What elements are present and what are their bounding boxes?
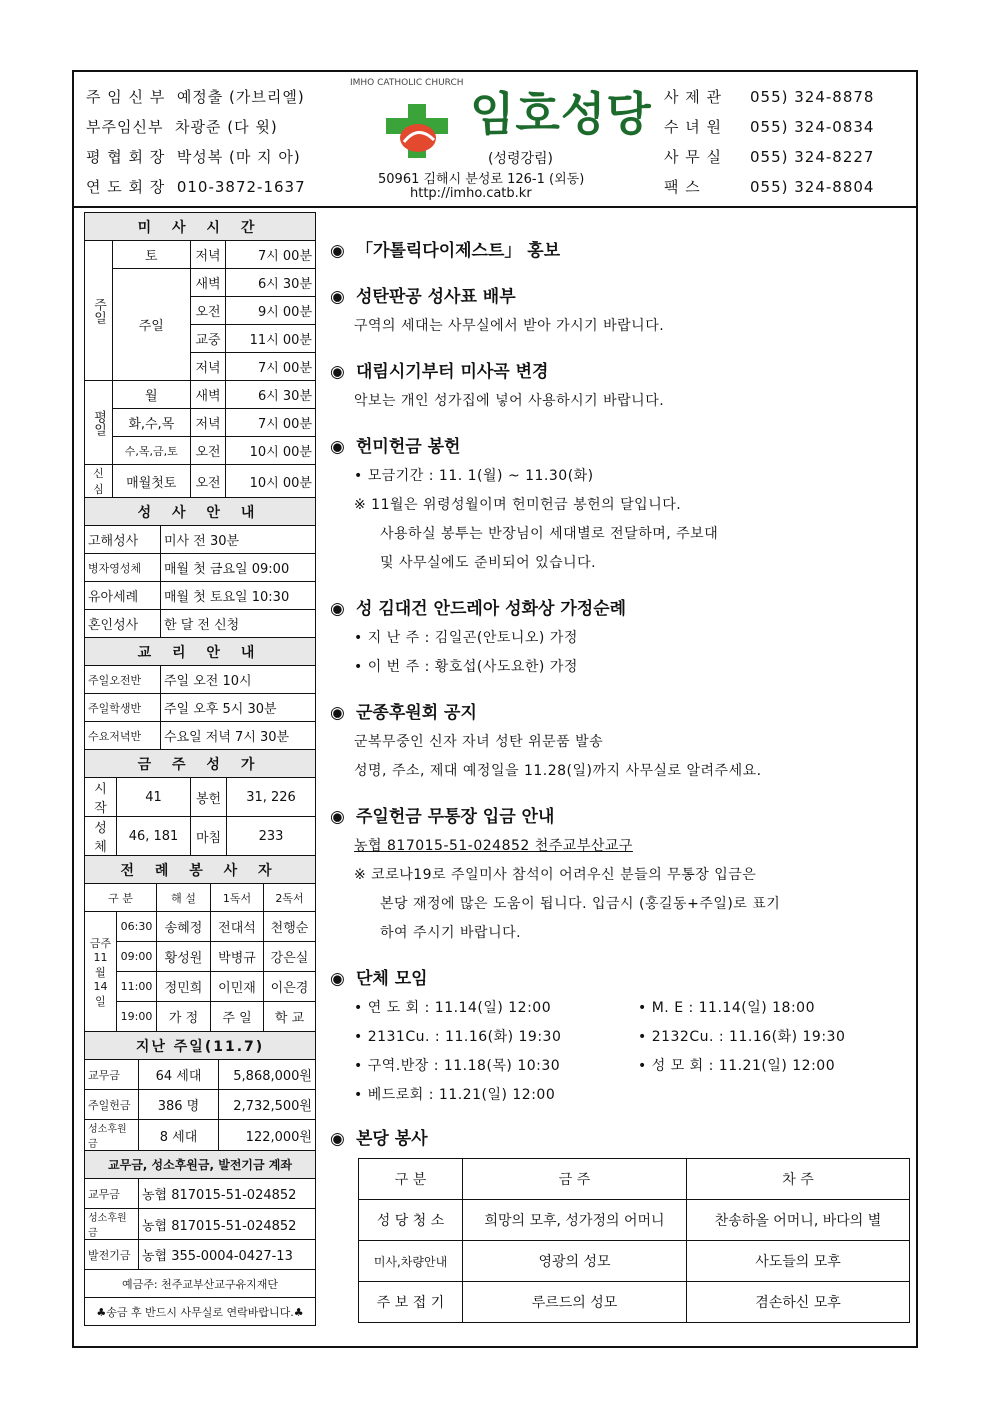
notice-group-meetings: ◉ 단체 모임 • 연 도 회 : 11.14(일) 12:00 • M. E : 11.14(일) 18:00 • 2131Cu. : 11.16(화) 19:30 • 2132Cu. : 11.16(화) 19:30 • 구역.반장 : 11.18(목) 10:30 • 성 모 회 : 11.21(일) 12:00 • 베드로회 : 11.21(일) 12:00 (330, 964, 910, 1110)
bullet-icon: ◉ (330, 241, 345, 261)
section-title: 미 사 시 간 (85, 213, 316, 241)
bullet-icon: ◉ (330, 703, 345, 723)
service-table: 구 분 금 주 차 주 성 당 청 소 희망의 모후, 성가정의 어머니 찬송하올 어머니, 바다의 별 미사,차량안내 영광의 성모 사도들의 모후 주 보 접 기 루르드의 성모 겸손하신 모후 (358, 1158, 910, 1323)
notice-bank-deposit: ◉ 주일헌금 무통장 입금 안내 농협 817015-51-024852 천주교부산교구 ※ 코로나19로 주일미사 참석이 어려우신 분들의 무통장 입금은 본당 재정에 많은 도움이 됩니다. 입금시 (홍길동+주일)로 표기 하여 주시기 바랍니다. (330, 802, 910, 948)
bullet-icon: ◉ (330, 599, 345, 619)
liturgy-table: 전 례 봉 사 자 구 분 해 설 1독서 2독서 금주 11월 14일 06:30 송혜정 전대석 천행순 09:00 황성원 박병규 강은실 11:00 정민희 이민재 이은경 19:00 가 정 주 일 학 교 (84, 855, 316, 1032)
liturgy-week: 금주 11월 14일 (85, 912, 117, 1032)
section-title: 교무금, 성소후원금, 발전기금 계좌 (85, 1151, 316, 1179)
notice-digest (330, 236, 910, 266)
notice-title: 군종후원회 공지 (356, 703, 477, 723)
header-right-row: 사 제 관 055) 324-8878 (664, 88, 875, 106)
weekday-label: 평일 (85, 381, 113, 465)
section-title: 전 례 봉 사 자 (85, 856, 316, 884)
sacrament-table: 성 사 안 내 고해성사 미사 전 30분 병자영성체 매월 첫 금요일 09:00 유아세례 매월 첫 토요일 10:30 혼인성사 한 달 전 신청 교 리 안 내 주일오전반 주일 오전 10시 주일학생반 주일 오후 5시 30분 수요저녁반 수요일 저녁 7시 30분 (84, 497, 316, 750)
main-content (330, 236, 910, 1323)
church-url[interactable]: http://imho.catb.kr (410, 186, 532, 201)
header-right-row: 팩 스 055) 324-8804 (664, 178, 875, 196)
church-logo-icon (378, 102, 458, 162)
notice-rice-offering: ◉ 헌미헌금 봉헌 • 모금기간 : 11. 1(월) ~ 11.30(화) ※ 11월은 위령성월이며 헌미헌금 봉헌의 달입니다. 사용하실 봉투는 반장님이 세대별로 전달하며, 주보대 및 사무실에도 준비되어 있습니다. (330, 432, 910, 578)
last-week-table: 지난 주일(11.7) 교무금 64 세대 5,868,000원 주일헌금 386 명 2,732,500원 성소후원금 8 세대 122,000원 (84, 1031, 316, 1151)
bullet-icon: ◉ (330, 287, 345, 307)
depositor: 예금주: 천주교부산교구유지재단 (85, 1270, 316, 1298)
sunday-label: 주일 (85, 241, 113, 381)
section-title: 교 리 안 내 (85, 638, 316, 666)
section-title: 성 사 안 내 (85, 498, 316, 526)
bullet-icon: ◉ (330, 969, 345, 989)
notice-title: 헌미헌금 봉헌 (356, 437, 461, 457)
notice-title: 성 김대건 안드레아 성화상 가정순례 (356, 599, 627, 619)
mass-table: 미 사 시 간 주일 토 저녁 7시 00분 주일 새벽 6시 30분 오전 9시 00분 교중 11시 00분 저녁 7시 00분 평일 월 새벽 6시 30분 화,수,목 저녁 7시 00분 수,목,금,토 오전 10시 00분 신심 매월첫토 오전 10시 00분 (84, 212, 316, 498)
notice-mass-music: ◉ 대림시기부터 미사곡 변경 악보는 개인 성가집에 넣어 사용하시기 바랍니다. (330, 357, 910, 416)
bullet-icon: ◉ (330, 437, 345, 457)
account-table: 교무금, 성소후원금, 발전기금 계좌 교무금 농협 817015-51-024852 성소후원금 농협 817015-51-024852 발전기금 농협 355-0004-0427-13 예금주: 천주교부산교구유지재단 ♣송금 후 반드시 사무실로 연락바랍니다.♣ (84, 1150, 316, 1326)
notice-title: 「가톨릭다이제스트」 홍보 (356, 241, 561, 261)
header-left-row: 부주임신부 차광준 (다 윗) (86, 118, 278, 136)
sidebar (84, 212, 316, 1326)
bullet-icon: ◉ (330, 362, 345, 382)
header-right-row: 수 녀 원 055) 324-0834 (664, 118, 875, 136)
bullet-icon: ◉ (330, 1129, 345, 1149)
bank-account: 농협 817015-51-024852 천주교부산교구 (354, 838, 633, 854)
church-address: 50961 김해시 분성로 126-1 (외동) (378, 172, 585, 187)
notice-pilgrimage: ◉ 성 김대건 안드레아 성화상 가정순례 • 지 난 주 : 김일곤(안토니오) 가정 • 이 번 주 : 황호섭(사도요한) 가정 (330, 594, 910, 682)
header-left-row: 주 임 신 부 예정출 (가브리엘) (86, 88, 305, 106)
header-left-row: 평 협 회 장 박성복 (마 지 아) (86, 148, 301, 166)
notice-title: 대림시기부터 미사곡 변경 (356, 362, 549, 382)
section-title: 지난 주일(11.7) (85, 1032, 316, 1060)
header (74, 72, 916, 208)
notice-service (330, 1124, 910, 1323)
hymn-table: 금 주 성 가 시작 41 봉헌 31, 226 성체 46, 181 마침 233 (84, 749, 316, 856)
header-right-row: 사 무 실 055) 324-8227 (664, 148, 875, 166)
transfer-notice: ♣송금 후 반드시 사무실로 연락바랍니다.♣ (85, 1298, 316, 1326)
church-title: 임호성당 (470, 87, 652, 141)
notice-title: 단체 모임 (356, 969, 428, 989)
notice-confession-ticket: ◉ 성탄판공 성사표 배부 구역의 세대는 사무실에서 받아 가시기 바랍니다. (330, 282, 910, 341)
notice-title: 성탄판공 성사표 배부 (356, 287, 516, 307)
notice-military: ◉ 군종후원회 공지 군복무중인 신자 자녀 성탄 위문품 발송 성명, 주소, 제대 예정일을 11.28(일)까지 사무실로 알려주세요. (330, 698, 910, 786)
notice-title: 본당 봉사 (356, 1129, 428, 1149)
bullet-icon: ◉ (330, 807, 345, 827)
logo-arc-text: IMHO CATHOLIC CHURCH (350, 78, 464, 88)
header-left-row: 연 도 회 장 010-3872-1637 (86, 178, 306, 196)
bulletin-frame (72, 70, 918, 1348)
section-title: 금 주 성 가 (85, 750, 316, 778)
notice-title: 주일헌금 무통장 입금 안내 (356, 807, 555, 827)
church-subtitle: (성령강림) (488, 151, 554, 167)
